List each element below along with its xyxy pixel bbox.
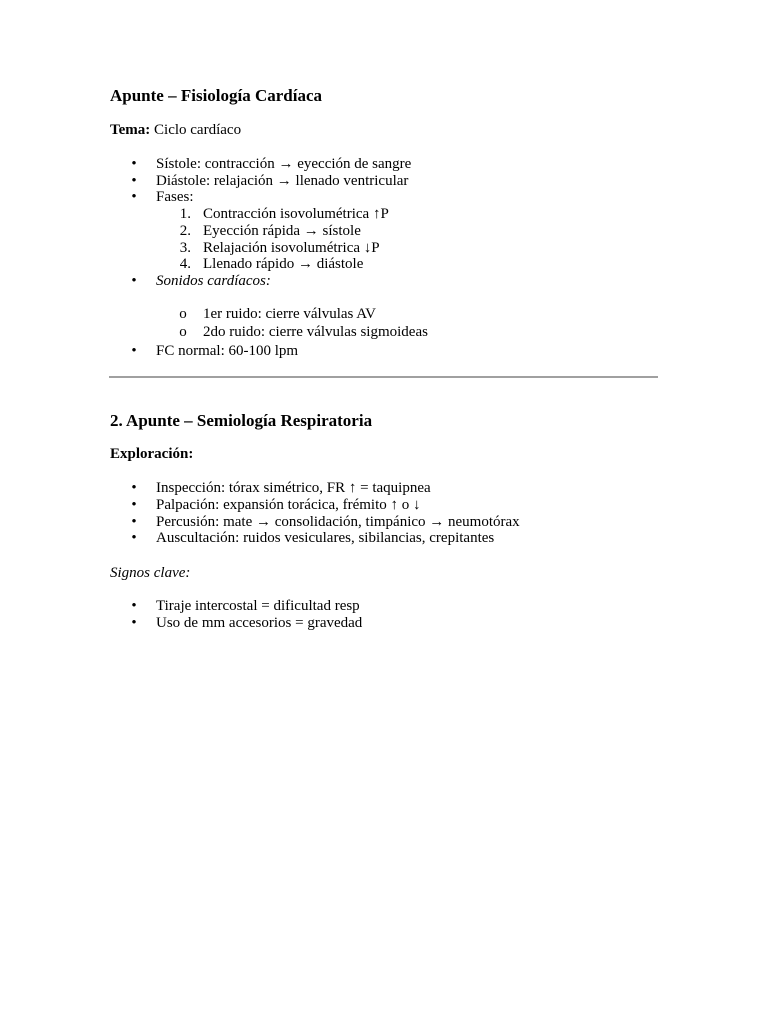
key-signs-label: Signos clave: [110,565,191,581]
list-item: Percusión: mate → consolidación, timpánico → neumotórax [156,514,520,530]
horizontal-divider [109,376,658,378]
list-item: 1er ruido: cierre válvulas AV [203,306,377,322]
topic-line [110,122,241,139]
list-item: Inspección: tórax simétrico, FR ↑ = taquipnea [156,480,431,496]
section-title-respiratory: 2. Apunte – Semiología Respiratoria [110,411,373,430]
bullet-icon: • [131,497,137,513]
list-item: Sístole: contracción → eyección de sangre [156,156,412,172]
list-item: Auscultación: ruidos vesiculares, sibilancias, crepitantes [156,530,495,546]
circle-bullet-icon: o [179,306,187,322]
list-item: Contracción isovolumétrica ↑P [203,206,389,222]
list-item: FC normal: 60-100 lpm [156,343,299,359]
topic-value: Ciclo cardíaco [150,122,242,138]
bullet-icon: • [131,189,137,205]
list-number: 3. [179,240,191,256]
bullet-icon: • [131,514,137,530]
section-title-cardiac: Apunte – Fisiología Cardíaca [110,86,323,105]
bullet-icon: • [131,343,137,359]
bullet-icon: • [131,156,137,172]
list-item: Diástole: relajación → llenado ventricular [156,173,409,189]
list-number: 2. [179,223,191,239]
bullet-icon: • [131,530,137,546]
bullet-icon: • [131,173,137,189]
bullet-icon: • [131,598,137,614]
list-item: Uso de mm accesorios = gravedad [156,615,363,631]
list-item: Relajación isovolumétrica ↓P [203,240,380,256]
topic-label: Tema: [110,122,151,138]
list-item: Palpación: expansión torácica, frémito ↑ o ↓ [156,497,421,513]
list-item: Llenado rápido → diástole [203,256,364,272]
list-number: 4. [179,256,191,272]
list-item: Eyección rápida → sístole [203,223,361,239]
bullet-icon: • [131,273,137,289]
list-item: Fases: [156,189,194,205]
list-item-heading: Sonidos cardíacos: [156,273,271,289]
list-item: 2do ruido: cierre válvulas sigmoideas [203,324,428,340]
circle-bullet-icon: o [179,324,187,340]
list-item: Tiraje intercostal = dificultad resp [156,598,360,614]
list-number: 1. [179,206,191,222]
bullet-icon: • [131,615,137,631]
bullet-icon: • [131,480,137,496]
exploration-label: Exploración: [110,446,194,462]
